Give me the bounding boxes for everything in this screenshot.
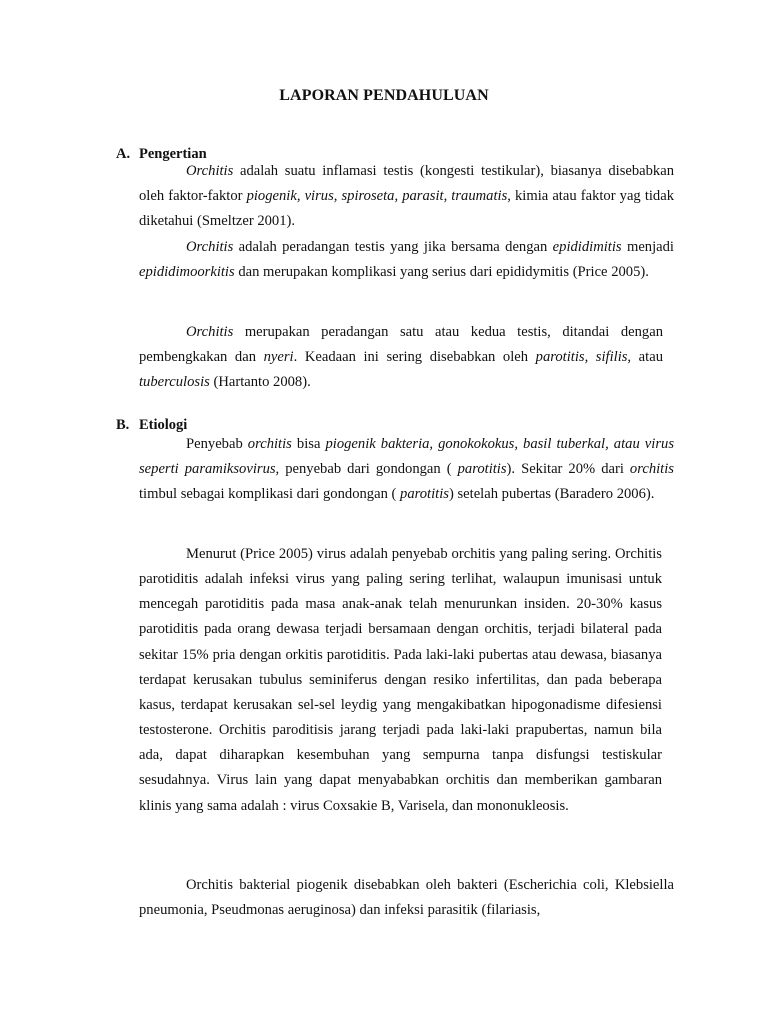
italic-term: Orchitis [186, 163, 234, 179]
italic-term: tuberculosis [139, 374, 210, 391]
paragraph [139, 235, 674, 285]
text-run: merupakan peradangan satu atau kedua testis, ditandai dengan pembengkakan dan [139, 324, 663, 366]
text-run: Penyebab [186, 436, 248, 452]
section-letter: B. [116, 417, 130, 433]
text-run: ) setelah pubertas (Baradero 2006). [448, 486, 655, 503]
text-run: Menurut (Price 2005) virus adalah penyebab orchitis yang paling sering. Orchitis parotiditis adalah infeksi virus yang paling sering terlihat, walaupun imunisasi untuk mencegah parotiditis pada masa anak-anak telah menurunkan insiden. 20-30% kasus parotiditis pada orang dewasa terjadi bersamaan dengan orchitis, terjadi bilateral pada sekitar 15% pria dengan orkitis parotiditis. Pada laki-laki pubertas atau dewasa, biasanya terdapat kerusakan tubulus seminiferus dengan resiko infertilitas, dan pada beberapa kasus, terdapat kerusakan sel-sel leydig yang mengakibatkan hipogonadisme difesiensi testosterone. Orchitis paroditisis jarang terjadi pada laki-laki prapubertas, namun bila ada, dapat diharapkan kesembuhan yang sempurna tanpa disfungsi testiskular sesudahnya. Virus lain yang dapat menyababkan orchitis dan memberikan gambaran klinis yang sama adalah : virus Coxsakie B, Varisela, dan mononukleosis. [139, 546, 662, 814]
document-title: LAPORAN PENDAHULUAN [279, 87, 489, 104]
italic-term: parotitis, sifilis, [535, 349, 632, 366]
section-heading-text: Pengertian [139, 146, 207, 162]
italic-term: orchitis [247, 436, 292, 452]
italic-term: parotitis [400, 486, 449, 503]
italic-term: nyeri [263, 349, 294, 366]
text-run: , penyebab dari gondongan ( [275, 461, 458, 478]
paragraph [139, 873, 674, 923]
paragraph [139, 542, 662, 819]
italic-term: orchitis [629, 461, 674, 478]
text-run: (Hartanto 2008). [209, 374, 311, 391]
paragraph [139, 320, 663, 396]
text-run: dan merupakan komplikasi yang serius dari epididymitis (Price 2005). [234, 264, 649, 281]
text-run: adalah peradangan testis yang jika bersama dengan [233, 239, 553, 255]
text-run: timbul sebagai komplikasi dari gondongan ( [139, 486, 401, 503]
text-run: adalah suatu inflamasi testis (kongesti testikular), biasanya disebabkan oleh faktor-faktor [139, 163, 674, 205]
paragraph [139, 432, 674, 508]
text-run: ). Sekitar 20% dari [506, 461, 630, 478]
text-run: bisa [291, 436, 326, 452]
italic-term: piogenik, virus, spiroseta, parasit, traumatis [246, 188, 508, 205]
italic-term: Orchitis [186, 239, 234, 255]
italic-term: parotitis [457, 461, 507, 478]
italic-term: epididimitis [552, 239, 622, 255]
italic-term: piogenik bakteria, gonokokokus, basil tuberkal, atau virus seperti paramiksovirus [139, 436, 674, 478]
text-run: . Keadaan ini sering disebabkan oleh [293, 349, 536, 366]
text-run: atau [631, 349, 663, 366]
italic-term: Orchitis [186, 324, 234, 340]
text-run: Orchitis bakterial piogenik disebabkan oleh bakteri (Escherichia coli, Klebsiella pneumonia, Pseudmonas aeruginosa) dan infeksi parasitik (filariasis, [139, 877, 674, 919]
text-run: , kimia atau faktor yag tidak diketahui (Smeltzer 2001). [139, 188, 675, 230]
section-heading-text: Etiologi [139, 417, 188, 433]
section-letter: A. [116, 146, 131, 162]
paragraph [139, 159, 674, 235]
italic-term: epididimoorkitis [139, 264, 235, 281]
text-run: menjadi [621, 239, 674, 255]
